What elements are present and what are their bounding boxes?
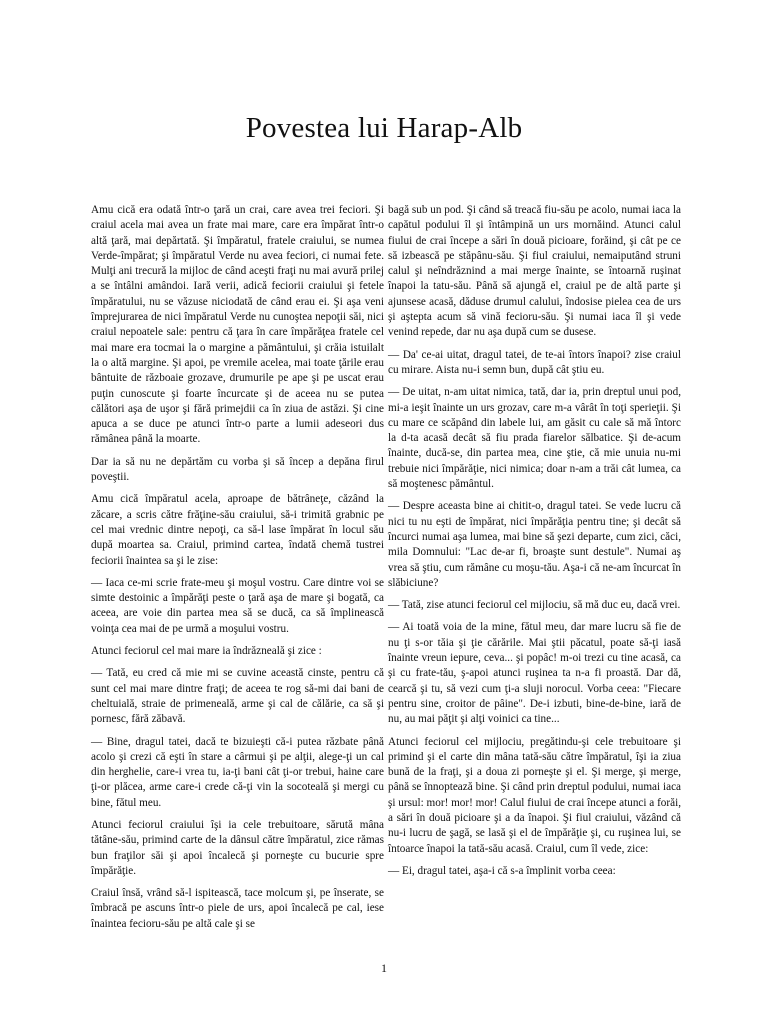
paragraph: — Iaca ce-mi scrie frate-meu şi moşul vostru. Care dintre voi se simte destoinic a împărăţi peste o ţară aşa de mare şi bogată, ca aceea, are voie din partea mea să se ducă, ca să împlinească voinţa cea mai de pe urmă a moşului vostru.: [91, 576, 384, 635]
paragraph: — De uitat, n-am uitat nimica, tată, dar ia, prin dreptul unui pod, mi-a ieşit înainte un urs grozav, care m-a vârât în toţi sperieţii. Şi cu mare ce scăpând din labele lui, am găsit cu cale să mă întorc la d-ta acasă decât să fiu prada fiarelor sălbatice. Şi de-acum înainte, ducă-se, din partea mea, cine ştie, că mie unuia nu-mi trebuie nici împărăţie, nici nimica; doar n-am a trăi cât lumea, ca să moştenesc pământul.: [388, 386, 681, 491]
page-number: 1: [381, 961, 387, 975]
paragraph: Atunci feciorul cel mijlociu, pregătindu-şi cele trebuitoare şi primind şi el carte din mâna tată-său către împăratul, îşi ia ziua bună de la fraţi, şi a doua zi porneşte şi el. Şi merge, şi merge, până se înnoptează bine. Şi când prin dreptul podului, numai iaca şi ursul: mor! mor! mor! Calul fiului de crai începe atunci a forăi, a sări în două picioare şi a da înapoi. Şi fiul craiului, văzând că nu-i lucru de şagă, se lasă şi el de împărăţie şi, cu ruşinea lui, se întoarce înapoi la tată-său acasă. Craiul, cum îl vede, zice:: [388, 735, 681, 855]
left-column: [91, 203, 384, 939]
paragraph: — Tată, eu cred că mie mi se cuvine această cinste, pentru că sunt cel mai mare dintre fraţi; de aceea te rog să-mi dai bani de cheltuială, straie de primeneală, arme şi cal de călărie, ca să şi pornesc, fără zăbavă.: [91, 667, 384, 726]
paragraph: Amu cică era odată într-o ţară un crai, care avea trei feciori. Şi craiul acela mai avea un frate mai mare, care era împărat într-o altă ţară, mai depărtată. Şi împăratul, fratele craiului, se numea Verde-împărat; şi împăratul Verde nu avea feciori, ci numai fete. Mulţi ani trecură la mijloc de când aceşti fraţi nu mai avură prilej a se întâlni amândoi. Iară verii, adică feciorii craiului şi fetele împăratului, nu se văzuse niciodată de când erau ei. Şi aşa veni împrejurarea de nici împăratul Verde nu cunoştea nepoţii săi, nici craiul nepoatele sale: pentru că ţara în care împărăţea fratele cel mai mare era tocmai la o margine a pământului, şi crăia istuilalt la o altă margine. Şi apoi, pe vremile acelea, mai toate ţările erau bântuite de războaie grozave, drumurile pe ape şi pe uscat erau puţin cunoscute şi foarte încurcate şi de aceea nu se putea călători aşa de uşor şi fără primejdii ca în ziua de astăzi. Şi cine apuca a se duce pe atunci într-o parte a lumii adeseori dus rămânea până la moarte.: [91, 204, 384, 446]
paragraph: — Ei, dragul tatei, aşa-i că s-a împlinit vorba ceea:: [388, 864, 616, 877]
paragraph: Atunci feciorul cel mai mare ia îndrăzneală şi zice :: [91, 645, 322, 658]
paragraph: bagă sub un pod. Şi când să treacă fiu-său pe acolo, numai iaca la capătul podului îl şi întâmpină un urs mornăind. Atunci calul fiului de crai începe a sări în două picioare, forăind, şi cât pe ce să izbească pe stăpânu-său. Şi fiul craiului, nemaiputând struni calul şi neîndrăznind a mai merge înainte, se întoarnă ruşinat înapoi la tatu-său. Până să ajungă el, craiul pe de altă parte şi ajunsese acasă, dăduse drumul calului, îndosise pielea cea de urs şi aştepta acum să vină fecioru-său. Şi numai iaca îl şi vede venind repede, dar nu aşa după cum se dusese.: [388, 204, 681, 339]
paragraph: — Bine, dragul tatei, dacă te bizuieşti că-i putea răzbate până acolo şi crezi că eşti în stare a cârmui şi pe alţii, alege-ţi un cal din herghelie, care-i vrea tu, ia-ţi bani cât ţi-or trebui, haine care ţi-or plăcea, arme care-i crede că-ţi vin la socoteală şi mergi cu bine, fătul meu.: [91, 735, 384, 809]
right-column: [388, 203, 681, 886]
paragraph: — Despre aceasta bine ai chitit-o, dragul tatei. Se vede lucru că nici tu nu eşti de împărat, nici împărăţia pentru tine; şi decât să încurci numai aşa lumea, mai bine să şezi departe, cum zici, căci, mila Domnului: "Lac de-ar fi, broaşte sunt destule". Numai aş vrea să ştiu, cum rămâne cu moşu-tău. Aşa-i că ne-am încurcat în slăbiciune?: [388, 500, 681, 589]
paragraph: Dar ia să nu ne depărtăm cu vorba şi să încep a depăna firul poveştii.: [91, 455, 384, 484]
paragraph: Craiul însă, vrând să-l ispitească, tace molcum şi, pe înserate, se îmbracă pe ascuns într-o piele de urs, apoi încalecă pe cal, iese înaintea fecioru-său pe altă cale şi se: [91, 887, 384, 930]
paragraph: — Ai toată voia de la mine, fătul meu, dar mare lucru să fie de nu ţi s-or tăia şi ţie cărările. Mai ştii păcatul, poate să-ţi iasă înainte vreun iepure, ceva... şi popâc! m-oi trezi cu tine acasă, ca şi cu frate-tău, ş-apoi atunci ruşinea ta n-a fi proastă. Dar dă, cearcă şi tu, să vezi cum ţi-a sluji norocul. Vorba ceea: "Fiecare pentru sine, croitor de pâine". De-i izbuti, bine-de-bine, iară de nu, au mai păţit şi alţi voinici ca tine...: [388, 621, 681, 726]
page-title: Povestea lui Harap-Alb: [245, 112, 523, 144]
paragraph: — Da' ce-ai uitat, dragul tatei, de te-ai întors înapoi? zise craiul cu mirare. Aista nu-i semn bun, după cât ştiu eu.: [388, 348, 681, 376]
paragraph: Amu cică împăratul acela, aproape de bătrâneţe, căzând la zăcare, a scris către frăţine-său craiului, să-i trimită grabnic pe cel mai vrednic dintre nepoţi, ca să-l lase împărat în locul său după moartea sa. Craiul, primind cartea, îndată chemă tustrei feciorii înaintea sa şi le zise:: [91, 493, 384, 567]
paragraph: Atunci feciorul craiului îşi ia cele trebuitoare, sărută mâna tătâne-său, primind carte de la dânsul către împăratul, zice rămas bun fraţilor săi şi apoi încalecă şi porneşte cu bucurie spre împărăţie.: [91, 818, 384, 877]
paragraph: — Tată, zise atunci feciorul cel mijlociu, să mă duc eu, dacă vrei.: [388, 599, 681, 612]
